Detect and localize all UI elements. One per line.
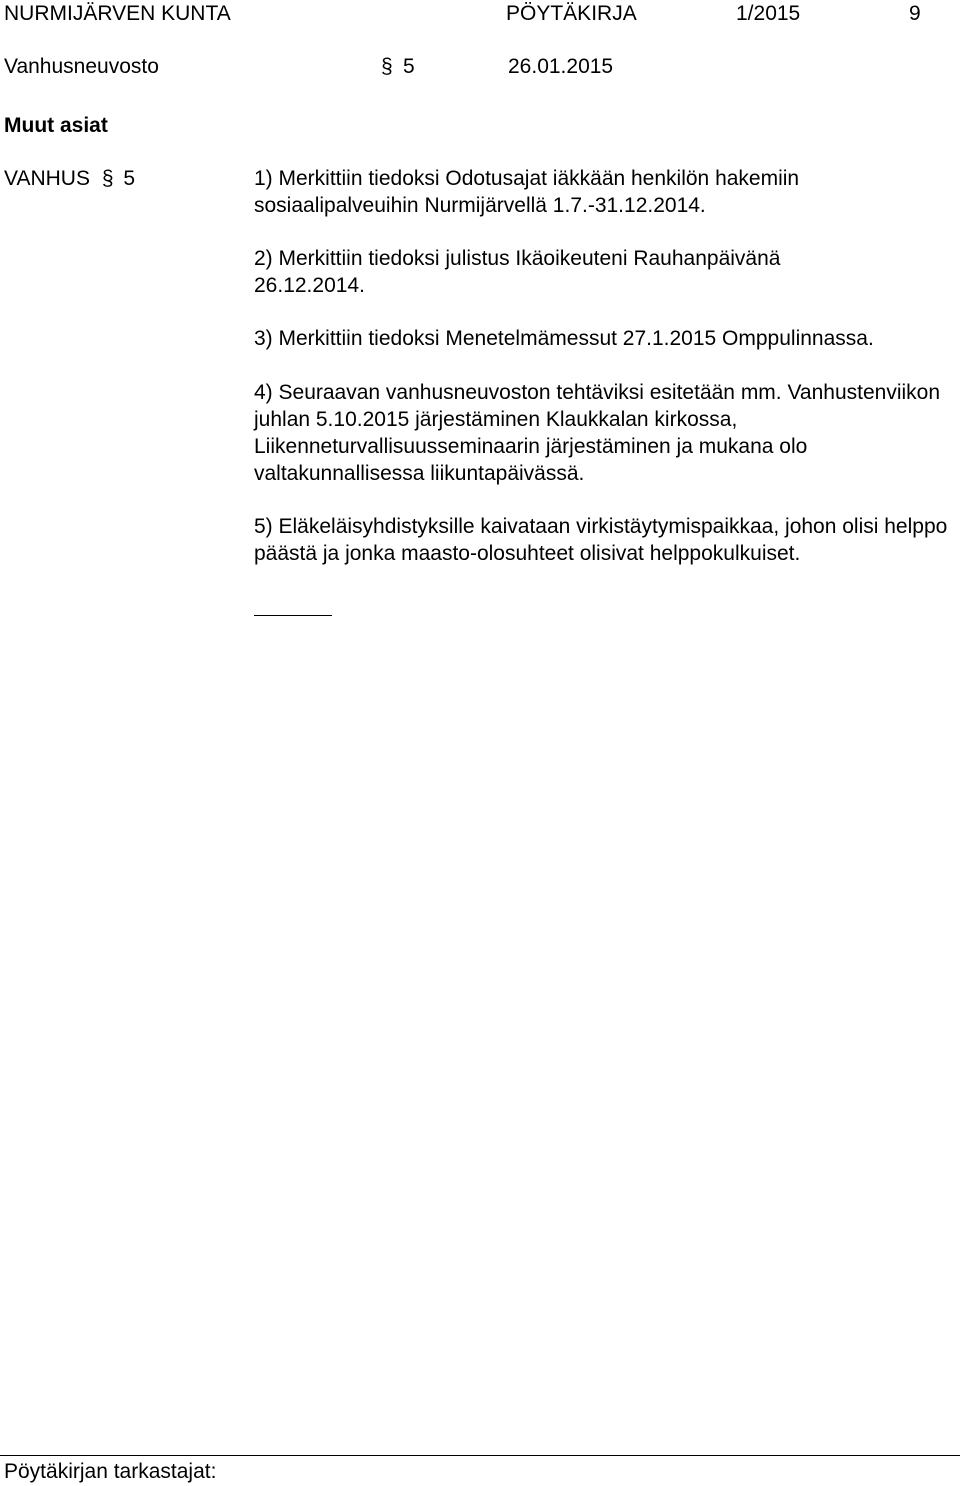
footer-rule [0, 1455, 960, 1456]
item-2 [254, 245, 954, 299]
item-4-text: 4) Seuraavan vanhusneuvoston tehtäviksi esitetään mm. Vanhustenviikon juhlan 5.10.2015 järjestäminen Klaukkalan kirkossa, Liikenneturvallisuusseminaarin järjestäminen ja mukana olo valtakunnallisessa liikuntapäivässä. [254, 381, 941, 485]
end-rule [254, 615, 332, 616]
meeting-date: 26.01.2015 [508, 55, 614, 78]
section-number: 5 [403, 55, 415, 78]
item-1 [254, 165, 954, 219]
section-symbol: § [381, 55, 393, 78]
item-3-text: 3) Merkittiin tiedoksi Menetelmämessut 27.1.2015 Omppulinnassa. [254, 327, 874, 350]
document-type: PÖYTÄKIRJA [506, 2, 637, 25]
item-3 [254, 325, 954, 352]
section-label [4, 165, 135, 192]
issue-number: 1/2015 [736, 2, 801, 25]
page-number: 9 [909, 2, 921, 25]
item-4 [254, 379, 954, 487]
section-label-number: 5 [123, 167, 136, 190]
section-label-text: VANHUS [4, 167, 90, 190]
item-1-text: 1) Merkittiin tiedoksi Odotusajat iäkkään henkilön hakemiin sosiaalipalveuihin Nurmijärvellä 1.7.-31.12.2014. [254, 167, 800, 217]
footer-label: Pöytäkirjan tarkastajat: [4, 1460, 217, 1483]
item-2-text: 2) Merkittiin tiedoksi julistus Ikäoikeuteni Rauhanpäivänä 26.12.2014. [254, 247, 781, 297]
organization-name: NURMIJÄRVEN KUNTA [4, 2, 231, 25]
body-name: Vanhusneuvosto [4, 55, 159, 78]
section-label-symbol: § [101, 167, 114, 190]
section-title: Muut asiat [4, 114, 108, 137]
item-5 [254, 513, 954, 567]
item-5-text: 5) Eläkeläisyhdistyksille kaivataan virkistäytymispaikkaa, johon olisi helppo päästä ja jonka maasto-olosuhteet olisivat helppokulkuiset. [254, 515, 948, 565]
